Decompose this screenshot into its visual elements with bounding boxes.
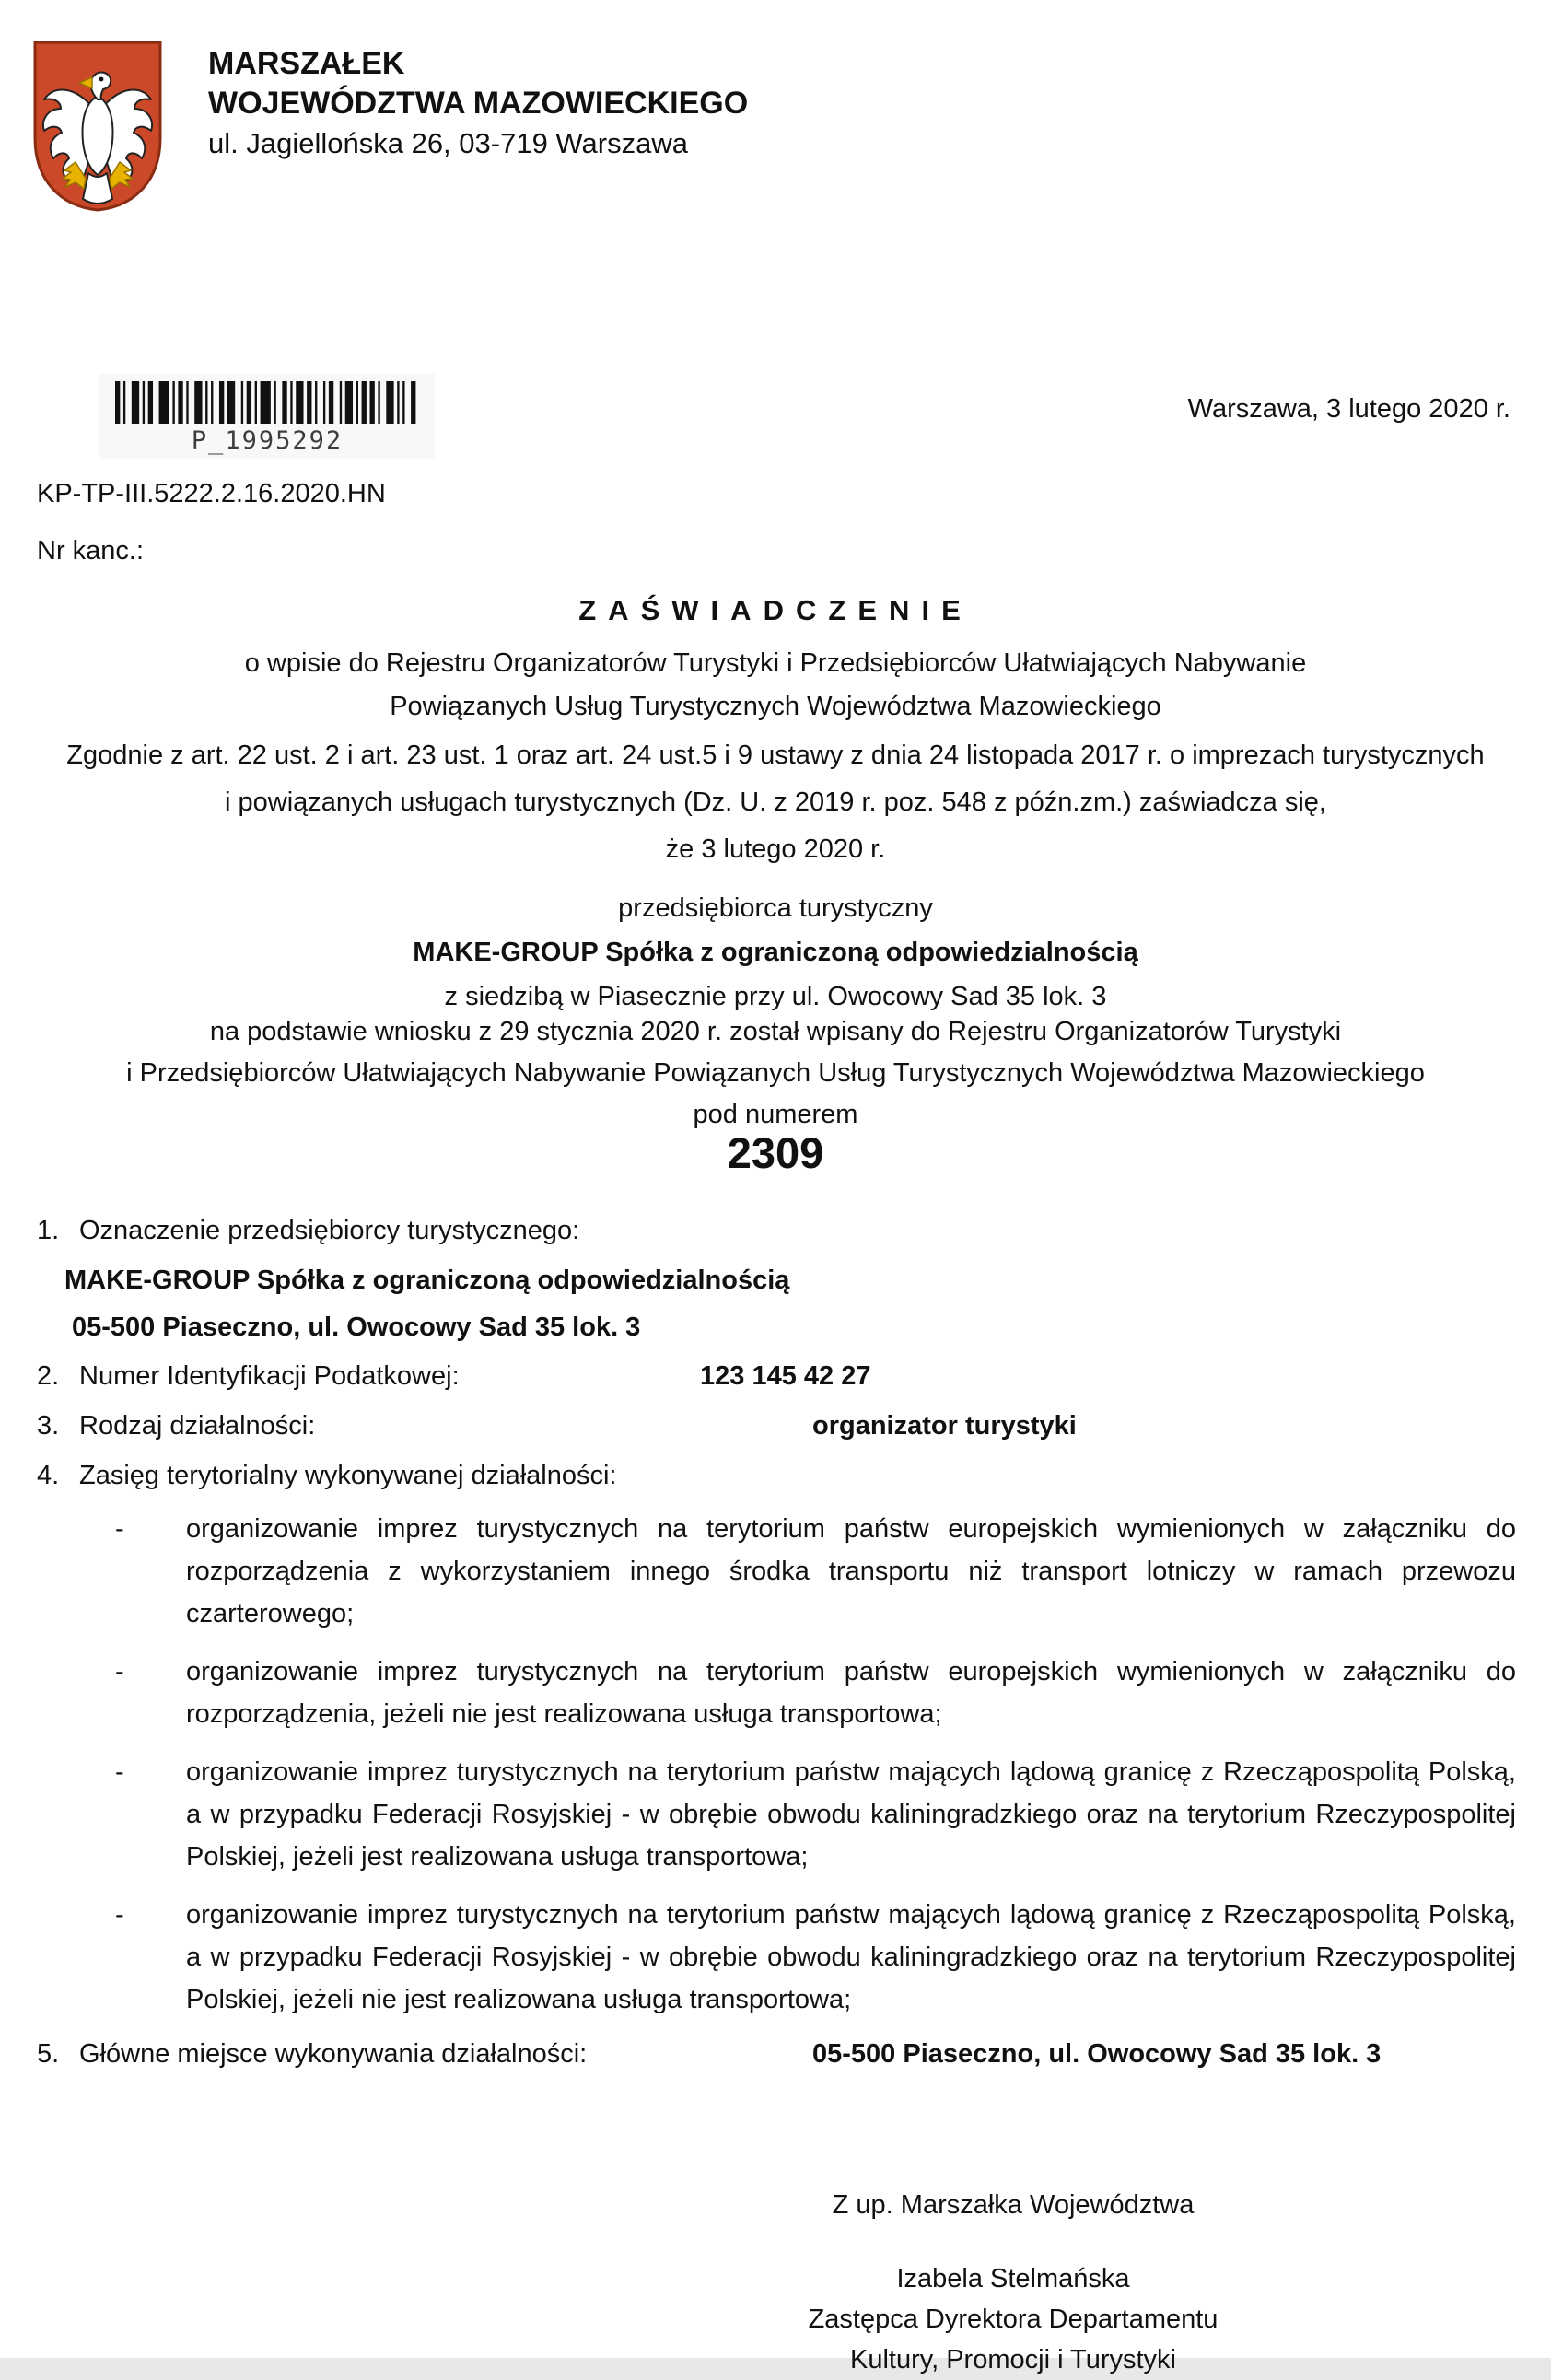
territorial-scope-bullet <box>115 1508 1516 1635</box>
territorial-scope-bullet <box>115 1894 1516 2021</box>
case-number: KP-TP-III.5222.2.16.2020.HN <box>37 479 386 508</box>
signatory-name: Izabela Stelmańska <box>896 2264 1130 2293</box>
territorial-scope-bullet <box>115 1651 1516 1735</box>
barcode-icon <box>115 381 419 424</box>
item-number: 2. <box>37 1361 60 1391</box>
bullet-text: organizowanie imprez turystycznych na terytorium państw europejskich wymienionych w załączniku do rozporządzenia z wykorzystaniem innego środka transportu niż transport lotniczy w ramach przewozu czarterowego; <box>186 1514 1516 1628</box>
item-label: Główne miejsce wykonywania działalności: <box>79 2039 588 2069</box>
item-label: Oznaczenie przedsiębiorcy turystycznego: <box>79 1216 580 1245</box>
signatory-position-line2: Kultury, Promocji i Turystyki <box>850 2345 1176 2374</box>
subtitle-line: o wpisie do Rejestru Organizatorów Turystyki i Przedsiębiorców Ułatwiających Nabywanie <box>244 648 1307 678</box>
company-address: 05-500 Piaseczno, ul. Owocowy Sad 35 lok. 3 <box>72 1312 641 1342</box>
entity-block <box>0 886 1551 1019</box>
legal-basis-line: że 3 lutego 2020 r. <box>665 834 886 864</box>
items-list <box>37 1214 1516 2087</box>
list-item-3 <box>37 1409 1516 1442</box>
legal-basis-line: i powiązanych usługach turystycznych (Dz. U. z 2019 r. poz. 548 z późn.zm.) zaświadcza się, <box>225 788 1326 817</box>
bullet-text: organizowanie imprez turystycznych na terytorium państw mających lądową granicę z Rzecząpospolitą Polską, a w przypadku Federacji Rosyjskiej - w obrębie obwodu kaliningradzkiego oraz na terytorium Rzeczypospolitej Polskiej, jeżeli jest realizowana usługa transportowa; <box>186 1757 1516 1872</box>
barcode-block <box>99 374 435 459</box>
signatory-position-line1: Zastępca Dyrektora Departamentu <box>808 2304 1219 2334</box>
bullet-text: organizowanie imprez turystycznych na terytorium państw europejskich wymienionych w załączniku do rozporządzenia, jeżeli nie jest realizowana usługa transportowa; <box>186 1657 1516 1729</box>
registry-office-number-label: Nr kanc.: <box>37 536 145 566</box>
entity-seat: z siedzibą w Piasecznie przy ul. Owocowy Sad 35 lok. 3 <box>444 982 1107 1011</box>
list-item-5 <box>37 2037 1516 2071</box>
item-label: Zasięg terytorialny wykonywanej działalności: <box>79 1461 617 1490</box>
mazovia-coat-of-arms-icon <box>28 35 168 216</box>
item-number: 1. <box>37 1216 60 1245</box>
registration-line: na podstawie wniosku z 29 stycznia 2020 r. został wpisany do Rejestru Organizatorów Turystyki <box>209 1017 1342 1046</box>
item-label: Rodzaj działalności: <box>79 1411 316 1441</box>
authority-name-line1: MARSZAŁEK <box>208 46 405 81</box>
dash-bullet: - <box>115 1757 124 1787</box>
dash-bullet: - <box>115 1900 124 1930</box>
place-and-date: Warszawa, 3 lutego 2020 r. <box>1187 394 1510 424</box>
dash-bullet: - <box>115 1657 124 1686</box>
document-subtitle <box>0 642 1551 729</box>
bullet-text: organizowanie imprez turystycznych na terytorium państw mających lądową granicę z Rzecząpospolitą Polską, a w przypadku Federacji Rosyjskiej - w obrębie obwodu kaliningradzkiego oraz na terytorium Rzeczypospolitej Polskiej, jeżeli nie jest realizowana usługa transportowa; <box>186 1900 1516 2014</box>
legal-basis-line: Zgodnie z art. 22 ust. 2 i art. 23 ust. 1 oraz art. 24 ust.5 i 9 ustawy z dnia 24 listopada 2017 r. o imprezach turystycznych <box>66 741 1485 770</box>
list-item-2 <box>37 1359 1516 1393</box>
item-number: 4. <box>37 1461 60 1490</box>
list-item-1 <box>37 1214 1516 1343</box>
entity-name: MAKE-GROUP Spółka z ograniczoną odpowiedzialnością <box>413 938 1138 967</box>
list-item-4 <box>37 1459 1516 2021</box>
signature-authorization: Z up. Marszałka Województwa <box>832 2190 1195 2220</box>
item-number: 3. <box>37 1411 60 1441</box>
item-label: Numer Identyfikacji Podatkowej: <box>79 1361 460 1391</box>
tax-id-value: 123 145 42 27 <box>700 1361 871 1391</box>
signature-block <box>728 2185 1299 2380</box>
item-number: 5. <box>37 2039 60 2069</box>
subtitle-line: Powiązanych Usług Turystycznych Województwa Mazowieckiego <box>390 692 1161 721</box>
territorial-scope-bullet <box>115 1751 1516 1878</box>
registration-line: pod numerem <box>693 1100 858 1129</box>
issuing-authority <box>208 44 748 163</box>
company-name: MAKE-GROUP Spółka z ograniczoną odpowiedzialnością <box>64 1266 790 1295</box>
main-place-value: 05-500 Piaseczno, ul. Owocowy Sad 35 lok. 3 <box>812 2039 1382 2069</box>
authority-address: ul. Jagiellońska 26, 03-719 Warszawa <box>208 127 688 159</box>
entity-intro: przedsiębiorca turystyczny <box>618 893 933 923</box>
registration-statement <box>0 1011 1551 1136</box>
legal-basis-paragraph <box>0 732 1551 873</box>
dash-bullet: - <box>115 1514 124 1544</box>
registry-number: 2309 <box>727 1128 824 1177</box>
registration-line: i Przedsiębiorców Ułatwiających Nabywanie Powiązanych Usług Turystycznych Województwa Mazowieckiego <box>126 1058 1425 1088</box>
document-title: ZAŚWIADCZENIE <box>578 594 973 626</box>
authority-name-line2: WOJEWÓDZTWA MAZOWIECKIEGO <box>208 86 749 121</box>
activity-type-value: organizator turystyki <box>812 1411 1077 1441</box>
barcode-label: P_1995292 <box>191 426 344 455</box>
